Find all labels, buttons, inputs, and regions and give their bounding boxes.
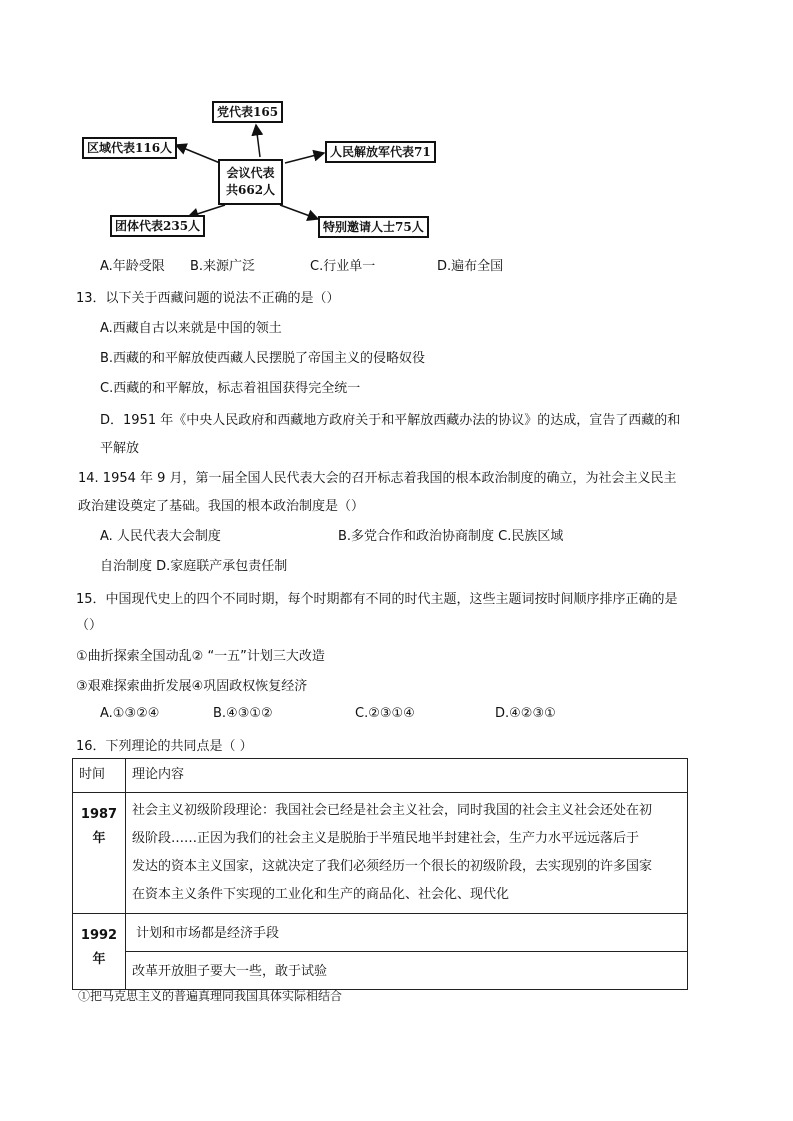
q14-stem-1: 14. 1954 年 9 月，第一届全国人民代表大会的召开标志着我国的根本政治制度的确立，为社会主义民主 bbox=[78, 471, 677, 486]
arrow-bottom-right bbox=[280, 205, 318, 219]
row1-year-unit: 年 bbox=[92, 831, 106, 846]
row1-line-4: 在资本主义条件下实现的工业化和生产的商品化、社会化、现代化 bbox=[132, 887, 510, 902]
q12-option-d: D.遍布全国 bbox=[437, 259, 504, 274]
q13-option-b: B.西藏的和平解放使西藏人民摆脱了帝国主义的侵略奴役 bbox=[100, 351, 426, 366]
header-time: 时间 bbox=[73, 759, 126, 793]
q15-option-b: B.④③①② bbox=[213, 706, 273, 721]
row2-year bbox=[73, 914, 126, 990]
q16-table bbox=[72, 758, 688, 990]
row1-content bbox=[126, 793, 688, 914]
row1-line-3: 发达的资本主义国家，这就决定了我们必须经历一个很长的初级阶段，去实现别的许多国家 bbox=[132, 859, 653, 874]
q15-stem-1: 15．中国现代史上的四个不同时期，每个时期都有不同的时代主题，这些主题词按时间顺序排序正确的是 bbox=[76, 592, 678, 607]
q14-line-3: 自治制度 D.家庭联产承包责任制 bbox=[100, 559, 288, 574]
q12-option-a: A.年龄受限 bbox=[100, 259, 165, 274]
arrow-right bbox=[285, 153, 324, 163]
row2-year-num: 1992 bbox=[80, 928, 118, 943]
row1-year bbox=[73, 793, 126, 914]
representatives-diagram bbox=[80, 95, 450, 245]
q12-option-c: C.行业单一 bbox=[310, 259, 376, 274]
q13-option-d-cont: 平解放 bbox=[100, 441, 140, 456]
arrow-up bbox=[256, 125, 260, 157]
row2-content-a: 计划和市场都是经济手段 bbox=[126, 914, 688, 952]
q14-stem-2: 政治建设奠定了基础。我国的根本政治制度是（） bbox=[78, 499, 365, 514]
q16-item-1: ①把马克思主义的普遍真理同我国具体实际相结合 bbox=[78, 989, 343, 1003]
row2-year-unit: 年 bbox=[92, 952, 106, 967]
node-pla: 人民解放军代表71 bbox=[325, 141, 436, 163]
row2-content-b: 改革开放胆子要大一些，敢于试验 bbox=[126, 952, 688, 990]
q15-items-2: ③艰难探索曲折发展④巩固政权恢复经济 bbox=[76, 679, 308, 694]
q15-option-d: D.④②③① bbox=[495, 706, 556, 721]
q13-option-d: D．1951 年《中央人民政府和西藏地方政府关于和平解放西藏办法的协议》的达成，宣告了西藏的和 bbox=[100, 413, 681, 428]
q16-stem: 16．下列理论的共同点是（ ） bbox=[76, 739, 253, 754]
q15-option-c: C.②③①④ bbox=[355, 706, 415, 721]
center-line-1: 会议代表 bbox=[226, 166, 275, 180]
q15-items-1: ①曲折探索全国动乱② “一五”计划三大改造 bbox=[76, 649, 325, 664]
arrow-left bbox=[176, 145, 220, 163]
q12-option-b: B.来源广泛 bbox=[190, 259, 256, 274]
q14-option-a: A. 人民代表大会制度 bbox=[100, 529, 221, 544]
row1-line-1: 社会主义初级阶段理论：我国社会已经是社会主义社会，同时我国的社会主义社会还处在初 bbox=[132, 803, 653, 818]
q13-option-a: A.西藏自古以来就是中国的领土 bbox=[100, 321, 282, 336]
node-party: 党代表165 bbox=[212, 101, 283, 123]
q15-option-a: A.①③②④ bbox=[100, 706, 160, 721]
header-content: 理论内容 bbox=[126, 759, 688, 793]
q13-option-c: C.西藏的和平解放，标志着祖国获得完全统一 bbox=[100, 381, 361, 396]
center-line-2: 共662人 bbox=[226, 183, 276, 197]
q13-stem: 13．以下关于西藏问题的说法不正确的是（） bbox=[76, 291, 340, 306]
node-groups: 团体代表235人 bbox=[110, 215, 205, 237]
q14-option-bc: B.多党合作和政治协商制度 C.民族区域 bbox=[338, 529, 564, 544]
row1-line-2: 级阶段……正因为我们的社会主义是脱胎于半殖民地半封建社会，生产力水平远远落后于 bbox=[132, 831, 640, 846]
node-center bbox=[218, 159, 283, 205]
row1-year-num: 1987 bbox=[80, 807, 118, 822]
node-regional: 区域代表116人 bbox=[82, 137, 177, 159]
node-invited: 特别邀请人士75人 bbox=[318, 216, 429, 238]
q15-stem-2: （） bbox=[76, 618, 103, 633]
